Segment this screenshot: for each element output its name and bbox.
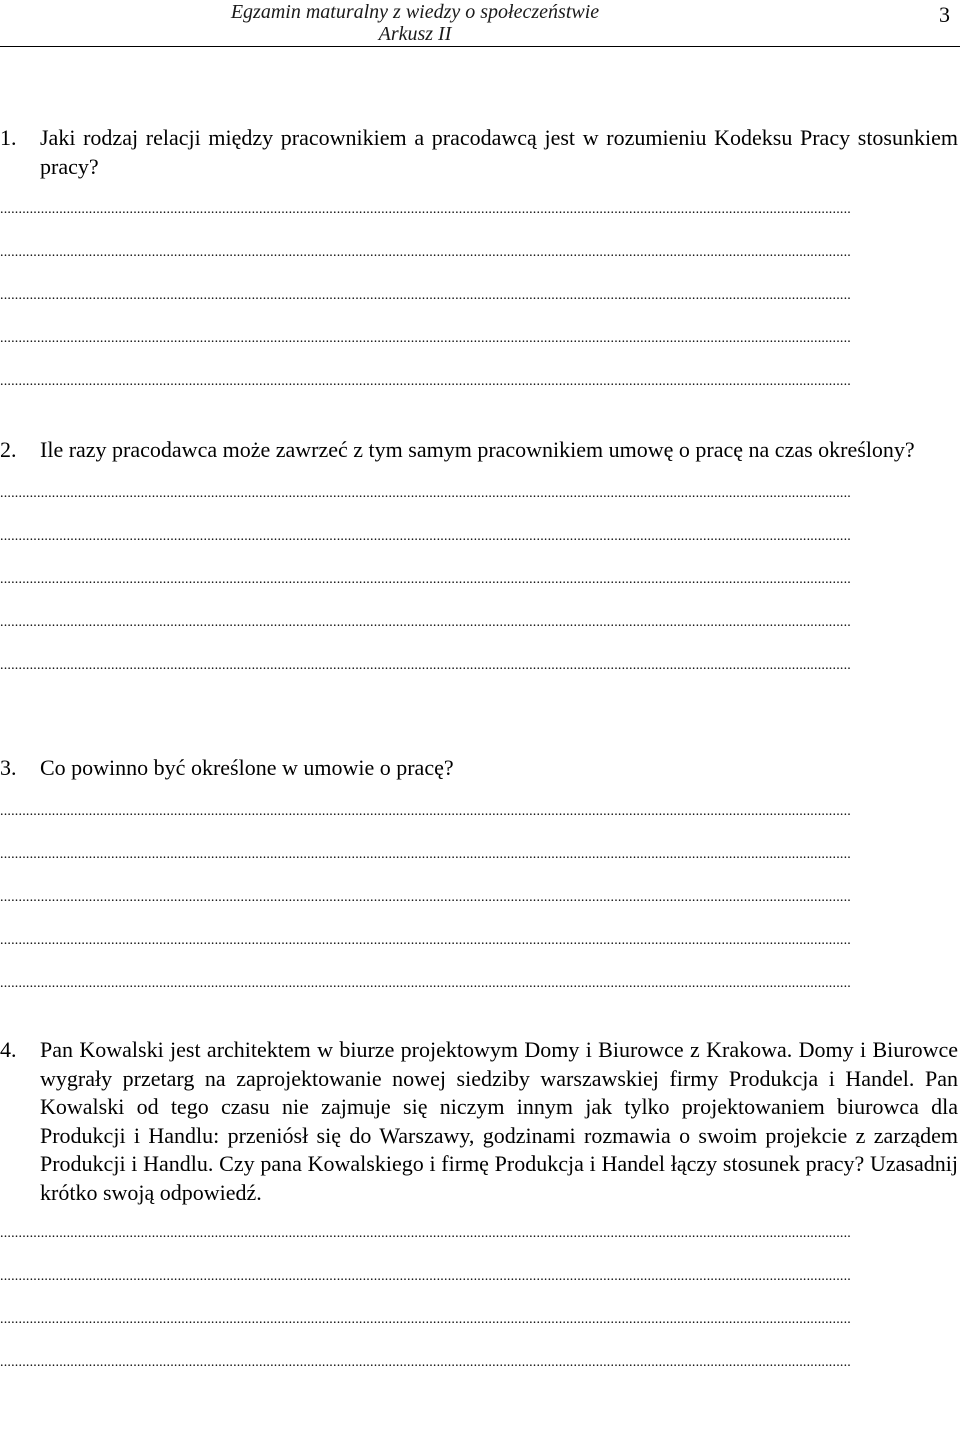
answer-line[interactable] — [0, 830, 958, 873]
answer-area[interactable] — [0, 1209, 960, 1381]
dotted-line: ...................................................................................................................................................................................................................................... — [0, 571, 851, 587]
question-3 — [0, 754, 960, 1002]
exam-title: Egzamin maturalny z wiedzy o społeczeństwie — [230, 1, 600, 23]
dotted-line: ...................................................................................................................................................................................................................................... — [0, 1226, 851, 1241]
dotted-line: ...................................................................................................................................................................................................................................... — [0, 846, 851, 862]
answer-line[interactable] — [0, 512, 958, 555]
dotted-line: ...................................................................................................................................................................................................................................... — [0, 288, 851, 303]
dotted-line: ...................................................................................................................................................................................................................................... — [0, 889, 851, 905]
question-text: Jaki rodzaj relacji między pracownikiem a pracodawcą jest w rozumieniu Kodeksu Pracy stosunkiem pracy? — [40, 125, 958, 179]
answer-line[interactable] — [0, 787, 958, 830]
answer-line[interactable] — [0, 873, 958, 916]
dotted-line: ...................................................................................................................................................................................................................................... — [0, 528, 851, 544]
dotted-line: ...................................................................................................................................................................................................................................... — [0, 1269, 851, 1284]
answer-line[interactable] — [0, 555, 958, 598]
answer-area[interactable] — [0, 469, 960, 684]
page-number: 3 — [939, 2, 950, 27]
question-1 — [0, 124, 960, 400]
answer-line[interactable] — [0, 1209, 958, 1252]
dotted-line: ...................................................................................................................................................................................................................................... — [0, 1355, 851, 1370]
dotted-line: ...................................................................................................................................................................................................................................... — [0, 975, 851, 991]
dotted-line: ...................................................................................................................................................................................................................................... — [0, 932, 851, 948]
answer-area[interactable] — [0, 185, 960, 400]
answer-line[interactable] — [0, 959, 958, 1002]
dotted-line: ...................................................................................................................................................................................................................................... — [0, 657, 851, 673]
dotted-line: ...................................................................................................................................................................................................................................... — [0, 803, 851, 819]
answer-area[interactable] — [0, 787, 960, 1002]
dotted-line: ...................................................................................................................................................................................................................................... — [0, 331, 851, 346]
question-text: Ile razy pracodawca może zawrzeć z tym samym pracownikiem umowę o pracę na czas określony? — [40, 437, 915, 462]
answer-line[interactable] — [0, 357, 958, 400]
question-number: 3. — [0, 755, 17, 780]
answer-line[interactable] — [0, 641, 958, 684]
page-header — [0, 0, 960, 47]
answer-line[interactable] — [0, 314, 958, 357]
answer-line[interactable] — [0, 185, 958, 228]
answer-line[interactable] — [0, 228, 958, 271]
answer-line[interactable] — [0, 469, 958, 512]
dotted-line: ...................................................................................................................................................................................................................................... — [0, 202, 851, 217]
dotted-line: ...................................................................................................................................................................................................................................... — [0, 1312, 851, 1327]
question-number: 4. — [0, 1037, 17, 1062]
dotted-line: ...................................................................................................................................................................................................................................... — [0, 374, 851, 389]
answer-line[interactable] — [0, 1338, 958, 1381]
question-4 — [0, 1036, 960, 1381]
answer-line[interactable] — [0, 1295, 958, 1338]
question-number: 2. — [0, 437, 17, 462]
answer-line[interactable] — [0, 1252, 958, 1295]
answer-line[interactable] — [0, 916, 958, 959]
question-text: Co powinno być określone w umowie o pracę? — [40, 755, 454, 780]
dotted-line: ...................................................................................................................................................................................................................................... — [0, 485, 851, 501]
question-2 — [0, 436, 960, 684]
dotted-line: ...................................................................................................................................................................................................................................... — [0, 245, 851, 260]
answer-line[interactable] — [0, 598, 958, 641]
question-number: 1. — [0, 125, 17, 150]
answer-line[interactable] — [0, 271, 958, 314]
dotted-line: ...................................................................................................................................................................................................................................... — [0, 614, 851, 630]
exam-subtitle: Arkusz II — [378, 23, 452, 45]
question-text: Pan Kowalski jest architektem w biurze projektowym Domy i Biurowce z Krakowa. Domy i Biurowce wygrały przetarg na zaprojektowanie nowej siedziby warszawskiej firmy Produkcja i Handel. Pan Kowalski od tego czasu nie zajmuje się niczym innym jak tylko projektowaniem biurowca dla Produkcji i Handlu: przeniósł się do Warszawy, godzinami rozmawia o swoim projekcie z zarządem Produkcji i Handlu. Czy pana Kowalskiego i firmę Produkcja i Handel łączy stosunek pracy? Uzasadnij krótko swoją odpowiedź. — [40, 1037, 958, 1205]
